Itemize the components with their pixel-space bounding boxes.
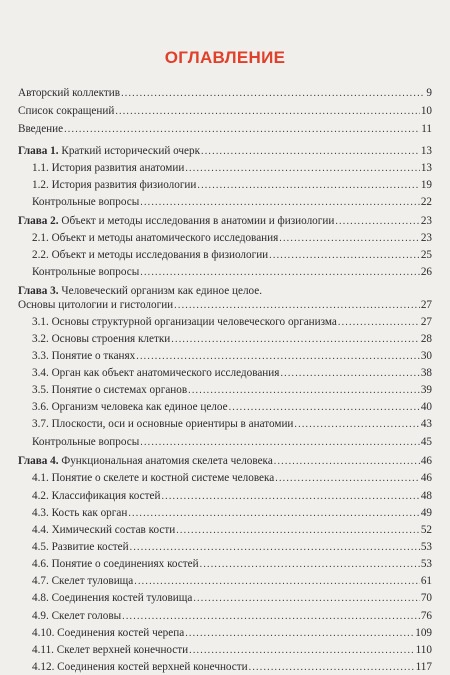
toc-entry-label: Список сокращений [18, 105, 115, 117]
page-number: 19 [420, 179, 432, 191]
dot-leader [197, 179, 419, 193]
dot-leader [64, 123, 420, 137]
dot-leader [279, 232, 420, 246]
toc-entry[interactable] [32, 660, 432, 675]
page-number: 46 [420, 455, 432, 467]
dot-leader [185, 162, 419, 176]
toc-entry[interactable] [18, 122, 432, 137]
toc-entry[interactable] [32, 265, 432, 280]
toc-entry[interactable] [32, 435, 432, 450]
dot-leader [269, 249, 420, 263]
toc-entry[interactable] [32, 540, 432, 555]
page-number: 40 [420, 401, 432, 413]
page-number: 30 [420, 350, 432, 362]
dot-leader [171, 333, 420, 347]
dot-leader [174, 299, 420, 313]
chapter-label: Глава 4. [18, 455, 59, 467]
toc-entry-label: 4.4. Химический состав кости [32, 524, 176, 536]
toc-entry[interactable] [32, 366, 432, 381]
dot-leader [201, 145, 420, 159]
toc-entry-label: Контрольные вопросы [32, 196, 140, 208]
page-number: 109 [415, 627, 432, 639]
dot-leader [188, 384, 420, 398]
toc-entry[interactable] [32, 332, 432, 347]
toc-entry[interactable] [32, 195, 432, 210]
page-number: 70 [420, 592, 432, 604]
toc-entry[interactable] [32, 523, 432, 538]
toc-entry[interactable] [32, 417, 432, 432]
page-number: 26 [420, 266, 432, 278]
toc-entry-label: 1.2. История развития физиологии [32, 179, 197, 191]
page-number: 23 [420, 232, 432, 244]
toc-entry-label: Введение [18, 123, 64, 135]
toc-entry-label: 3.1. Основы структурной организации человеческого организма [32, 316, 337, 328]
toc-entry-label: 4.7. Скелет туловища [32, 575, 134, 587]
toc-entry[interactable] [32, 557, 432, 572]
toc-entry[interactable] [32, 248, 432, 263]
toc-entry[interactable] [32, 609, 432, 624]
toc-entry-label: 2.1. Объект и методы анатомического исследования [32, 232, 279, 244]
dot-leader [249, 661, 415, 675]
page-number: 53 [420, 541, 432, 553]
page-number: 117 [415, 661, 432, 673]
dot-leader [161, 490, 419, 504]
dot-leader [294, 418, 419, 432]
toc-entry[interactable] [32, 349, 432, 364]
page-number: 61 [420, 575, 432, 587]
page-number: 52 [420, 524, 432, 536]
page-number: 10 [420, 105, 432, 117]
dot-leader [229, 401, 420, 415]
toc-entry-label: 2.2. Объект и методы исследования в физиологии [32, 249, 269, 261]
page-number: 53 [420, 558, 432, 570]
page-number: 49 [420, 507, 432, 519]
dot-leader [338, 316, 420, 330]
chapter-label: Глава 1. [18, 145, 59, 157]
toc-entry[interactable] [32, 161, 432, 176]
toc-entry-label: 4.5. Развитие костей [32, 541, 129, 553]
toc-entry[interactable] [32, 506, 432, 521]
toc-entry[interactable] [18, 298, 432, 313]
toc-entry-label: Контрольные вопросы [32, 436, 140, 448]
page-number: 39 [420, 384, 432, 396]
page-number: 23 [420, 215, 432, 227]
toc-entry-label [18, 144, 200, 158]
dot-leader [140, 266, 420, 280]
dot-leader [275, 472, 420, 486]
chapter-title: Объект и методы исследования в анатомии и физиологии [58, 215, 335, 227]
toc-entry[interactable] [32, 471, 432, 486]
toc-entry-label: 3.2. Основы строения клетки [32, 333, 171, 345]
toc-entry-label: 4.1. Понятие о скелете и костной системе человека [32, 472, 275, 484]
toc-entry[interactable] [32, 643, 432, 658]
page-title: ОГЛАВЛЕНИЕ [164, 48, 286, 67]
page-number: 13 [420, 162, 432, 174]
dot-leader [121, 87, 425, 101]
dot-leader [189, 644, 414, 658]
chapter-label: Глава 2. [18, 215, 59, 227]
toc-entry-label: 4.8. Соединения костей туловища [32, 592, 193, 604]
toc-chapter-heading [18, 284, 262, 298]
toc-entry[interactable] [32, 400, 432, 415]
dot-leader [140, 196, 420, 210]
page-number: 45 [420, 436, 432, 448]
dot-leader [280, 367, 419, 381]
dot-leader [115, 105, 419, 119]
toc-chapter-entry[interactable] [18, 214, 432, 229]
toc-chapter-entry[interactable] [18, 454, 432, 469]
chapter-label: Глава 3. [18, 285, 59, 297]
chapter-title: Человеческий организм как единое целое. [58, 285, 263, 297]
toc-entry-label: 4.2. Классификация костей [32, 490, 161, 502]
toc-entry-label [18, 214, 334, 228]
dot-leader [176, 524, 420, 538]
toc-entry-label: 4.6. Понятие о соединениях костей [32, 558, 199, 570]
chapter-title: Функциональная анатомия скелета человека [58, 455, 273, 467]
toc-entry[interactable] [32, 178, 432, 193]
dot-leader [200, 558, 420, 572]
toc-entry-label: 3.4. Орган как объект анатомического исследования [32, 367, 280, 379]
dot-leader [130, 541, 420, 555]
toc-entry[interactable] [18, 104, 432, 119]
toc-entry[interactable] [32, 383, 432, 398]
page-number: 38 [420, 367, 432, 379]
toc-entry[interactable] [32, 231, 432, 246]
page-number: 27 [420, 316, 432, 328]
toc-entry-label: 3.3. Понятие о тканях [32, 350, 136, 362]
toc-entry-label: 4.9. Скелет головы [32, 610, 122, 622]
toc-entry-label: Основы цитологии и гистологии [18, 299, 174, 311]
toc-entry[interactable] [32, 591, 432, 606]
toc-entry-label: 1.1. История развития анатомии [32, 162, 185, 174]
dot-leader [274, 455, 420, 469]
toc-entry[interactable] [18, 86, 432, 101]
page-number: 13 [420, 145, 432, 157]
toc-entry[interactable] [32, 626, 432, 641]
dot-leader [140, 436, 420, 450]
page-number: 22 [420, 196, 432, 208]
toc-entry[interactable] [32, 489, 432, 504]
page-number: 43 [420, 418, 432, 430]
toc-entry-label: Авторский коллектив [18, 87, 121, 99]
page-number: 76 [420, 610, 432, 622]
toc-entry[interactable] [32, 574, 432, 589]
page-number: 9 [426, 87, 432, 99]
toc-entry-label: 3.6. Организм человека как единое целое [32, 401, 228, 413]
dot-leader [185, 627, 414, 641]
page-number: 11 [421, 123, 432, 135]
toc-entry-label: 4.3. Кость как орган [32, 507, 128, 519]
toc-entry-label: 3.7. Плоскости, оси и основные ориентиры в анатомии [32, 418, 294, 430]
chapter-title: Краткий исторический очерк [58, 145, 201, 157]
toc-entry-label: 4.11. Скелет верхней конечности [32, 644, 189, 656]
toc-entry-label: Контрольные вопросы [32, 266, 140, 278]
page-number: 25 [420, 249, 432, 261]
page-number: 46 [420, 472, 432, 484]
toc-chapter-entry[interactable] [18, 144, 432, 159]
toc-entry-label [18, 454, 273, 468]
dot-leader [193, 592, 419, 606]
page-number: 110 [415, 644, 432, 656]
dot-leader [335, 215, 419, 229]
toc-entry-label: 4.10. Соединения костей черепа [32, 627, 185, 639]
page-number: 48 [420, 490, 432, 502]
dot-leader [136, 350, 420, 364]
dot-leader [128, 507, 420, 521]
page-number: 27 [420, 299, 432, 311]
dot-leader [134, 575, 420, 589]
toc-entry-label: 3.5. Понятие о системах органов [32, 384, 188, 396]
toc-entry-label: 4.12. Соединения костей верхней конечности [32, 661, 248, 673]
dot-leader [122, 610, 420, 624]
toc-entry[interactable] [32, 315, 432, 330]
page-number: 28 [420, 333, 432, 345]
